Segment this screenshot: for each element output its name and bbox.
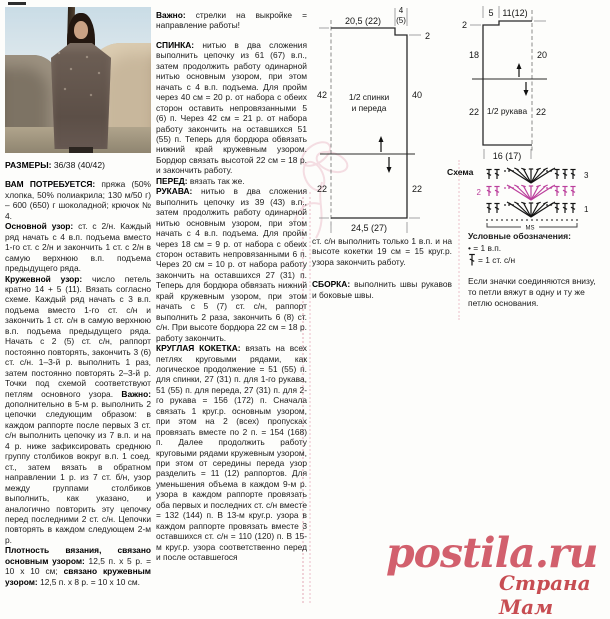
basic-pattern-paragraph [5, 221, 151, 273]
chart-row-1 [486, 202, 575, 217]
yoke-continuation-paragraph [312, 236, 452, 267]
body-notch-width-2: (5) [396, 16, 406, 25]
chart-row-3 [486, 168, 575, 183]
legend-title: Условные обозначения: [468, 231, 571, 241]
pattern-photo [5, 7, 151, 153]
row-number-3: 3 [584, 171, 589, 180]
tunic-texture [51, 43, 111, 149]
sleeves-label: РУКАВА: [156, 186, 193, 197]
gauge-label-2: связано кружевным узором: [5, 566, 151, 587]
model-face [74, 21, 88, 39]
body-label-line2: и переда [351, 103, 387, 113]
body-notch-height: 2 [425, 31, 431, 41]
sleeve-up-arrowhead [517, 63, 522, 69]
legend-dc-text: = 1 ст. с/н [478, 255, 516, 265]
front-text: вязать так же. [189, 175, 245, 186]
legend-note: Если значки соединяются внизу, то петли вяжут в одну и ту же петлю основания. [468, 276, 596, 308]
sleeve-bottom-width: 16 (17) [492, 151, 522, 161]
chart-foundation-dots [486, 219, 578, 221]
dimension-ticks [316, 8, 421, 233]
sleeve-top-width-2: 11(12) [502, 8, 528, 18]
lace-pattern-text-2: дополнительно в 5-м р. выполнить 2 цепочки следующим образом: в каждом раппорте после первых 3 ст. с/н выполнить цепочку из 7 в.п. и на 4 р. ниже зафиксировать среднюю группу столбиков вокруг в.п. 1 соед. ст., затем вязать в обратном направлении 1 р. из 7 ст. б/н, узор между группами столбиков выполнить, как указано, и аналогично повторить эту цепочку перед последними 2 ст. с/н. Цепочки повторять в каждом следующем 2-м р. [5, 398, 151, 545]
sleeve-down-arrowhead [524, 90, 529, 96]
body-notch-width-1: 4 [398, 6, 404, 15]
body-border-right: 22 [412, 184, 423, 194]
yoke-continuation-text: ст. с/н выполнить только 1 в.п. и на высоте кокетки 19 см = 15 круг.р. узора закончить работу. [312, 236, 452, 267]
front-label: ПЕРЕД: [156, 175, 188, 186]
gauge-text-1: 12,5 п. х 5 р. = 10 х 10 см; [5, 555, 151, 577]
yoke-paragraph [156, 343, 307, 563]
double-crochet-icon [468, 253, 476, 267]
yoke-text: вязать на всех петлях круговыми рядами, как логическое продолжение = 51 (55) п. для спинки, 27 (31) п. для 1-го рукава, 51 (55) п. для переда, 27 (31) п. для 2-го рукава = 156 (172) п. Сначала связать 1 круг.р. основным узором, при этом на 2 (всех) пропусках провязать вместе по 2 п. = 154 (168) п. Далее продолжить работу круговыми рядами кружевным узором, при этом от середины переда узор разделить = 11 (12) раппортов. Для уменьшения объема в каждом 9-м р. узора в каждом раппорте провязать оба первых и последних ст. с/н вместе = 132 (144) п. В 13-м круг.р. узора в каждом раппорте провязать вместе 3 оставшихся ст. с/н = 110 (120) п. В 15-м круг.р. узора соответственно перед и после оставшегося [156, 343, 307, 563]
scan-artifact-mark [8, 2, 26, 5]
down-arrowhead [387, 167, 392, 173]
important-note-paragraph [156, 10, 307, 31]
gauge-text-2: 12,5 п. х 8 р. = 10 х 10 см. [40, 576, 140, 587]
legend-dc-item [468, 253, 604, 267]
materials-label: ВАМ ПОТРЕБУЕТСЯ: [5, 179, 96, 190]
chart-title: Схема [447, 167, 474, 177]
assembly-text: выполнить швы рукавов и боковые швы. [312, 279, 452, 300]
repeat-label: MS [525, 225, 535, 231]
sleeve-top-width-1: 5 [488, 8, 494, 18]
lace-pattern-paragraph [5, 274, 151, 546]
row-number-1: 1 [584, 205, 589, 214]
body-label-line1: 1/2 спинки [348, 92, 390, 102]
legend [468, 231, 604, 318]
materials-paragraph [5, 179, 151, 221]
model-legs [69, 147, 93, 153]
sizes-line [5, 160, 151, 170]
gauge-paragraph [5, 545, 151, 587]
chart-row-2 [486, 185, 575, 200]
body-schematic [315, 2, 437, 235]
sleeve-left-height: 18 [468, 50, 479, 60]
important-text: стрелки на выкройке = направление работы! [156, 10, 307, 31]
back-label: СПИНКА: [156, 39, 195, 50]
body-bottom-width: 24,5 (27) [350, 223, 388, 233]
row-number-2: 2 [476, 188, 481, 197]
body-outline [331, 28, 407, 218]
body-right-height: 40 [412, 90, 423, 100]
sizes-value: 36/38 (40/42) [53, 160, 105, 170]
sleeve-border-left: 22 [468, 107, 479, 117]
right-text-column [312, 236, 452, 300]
body-border-left: 22 [316, 184, 327, 194]
basic-pattern-text: ст. с 2/н. Каждый ряд начать с 4 в.п. подъема вместо 1-го ст. с 2/н и закончить 1 ст. с 2/н в самую верхнюю в.п. подъема предыдущего ряда. [5, 221, 152, 274]
body-top-width: 20,5 (22) [344, 16, 382, 26]
lace-important-label: Важно: [121, 388, 151, 399]
assembly-paragraph [312, 279, 452, 300]
up-arrowhead [379, 136, 384, 142]
important-label: Важно: [156, 10, 186, 20]
body-left-height: 42 [316, 90, 327, 100]
legend-chain-text: • = 1 в.п. [468, 243, 502, 253]
sleeve-schematic [440, 0, 560, 163]
lace-pattern-text-1: число петель кратно 14 + 5 (11). Вязать согласно схеме. Каждый ряд начать с 3 в.п. подъема вместо 1-го ст. с/н и закончить 1 ст. с/н в самую верхнюю в.п. подъема предыдущего ряда. Начать с 2 (5) ст. с/н, раппорт постоянно повторять, закончить 3 (6) ст. с/н. 1–3-й р. выполнить 1 раз, затем постоянно повторять 2–3-й р. Точки под схемой соответствуют петлям основного узора. [5, 273, 151, 399]
lace-pattern-label: Кружевной узор: [5, 273, 83, 284]
sleeve-label: 1/2 рукава [486, 106, 528, 116]
yoke-label: КРУГЛАЯ КОКЕТКА: [156, 343, 241, 354]
sleeve-notch-height: 2 [461, 20, 467, 30]
sizes-label: РАЗМЕРЫ: [5, 160, 52, 170]
watermark-community: Страна Мам [499, 571, 591, 619]
back-paragraph [156, 40, 307, 176]
left-column [5, 160, 151, 587]
sleeve-right-height: 20 [537, 50, 548, 60]
sleeves-text: нитью в два сложения выполнить цепочку из 39 (43) в.п., затем продолжить работу одинарной нитью основным узором, при этом начать с 4 в.п. подъема. Для пройм через 18 см = 9 р. от набора с обеих сторон оставить непровязанными 6 п. Через 20 см = 10 р. от набора работу закончить на оставшихся 27 (31) п. Теперь для бордюра обвязать нижний край кружевным узором, при этом начать с 5 (7) ст. с/н, раппорт выполнить 2 раза, закончить 6 (8) ст. с/н. При высоте бордюра 22 см = 18 р. работу закончить. [156, 186, 308, 343]
front-paragraph [156, 176, 307, 186]
watermark-site: postila.ru [386, 529, 598, 577]
middle-column [156, 10, 307, 563]
sleeve-outline [483, 21, 532, 145]
crochet-chart [443, 163, 610, 231]
basic-pattern-label: Основной узор: [5, 221, 74, 232]
sleeve-border-right: 22 [536, 107, 547, 117]
materials-text: пряжа (50% хлопка, 50% полиакрила; 130 м/50 г) – 600 (650) г шоколадной; крючок № 4. [5, 179, 151, 221]
legend-chain-item [468, 243, 604, 253]
assembly-label: СБОРКА: [312, 279, 351, 290]
gauge-label-1: Плотность вязания, связано основным узором: [5, 545, 151, 566]
sleeves-paragraph [156, 186, 307, 343]
back-text: нитью в два сложения выполнить цепочку из 61 (67) в.п., затем продолжить работу одинарной нитью основным узором, при этом начать с 4 в.п. подъема. Для пройм через 40 см = 20 р. от набора с обеих сторон оставить непровязанными 5 (6) п. Через 42 см = 21 р. от набора работу закончить на оставшихся 51 (55) п. Теперь для бордюра обвязать нижний край кружевным узором. Бордюр связать высотой 22 см = 18 р. и закончить работу. [156, 39, 307, 176]
sleeve-dimension-ticks [470, 6, 546, 159]
